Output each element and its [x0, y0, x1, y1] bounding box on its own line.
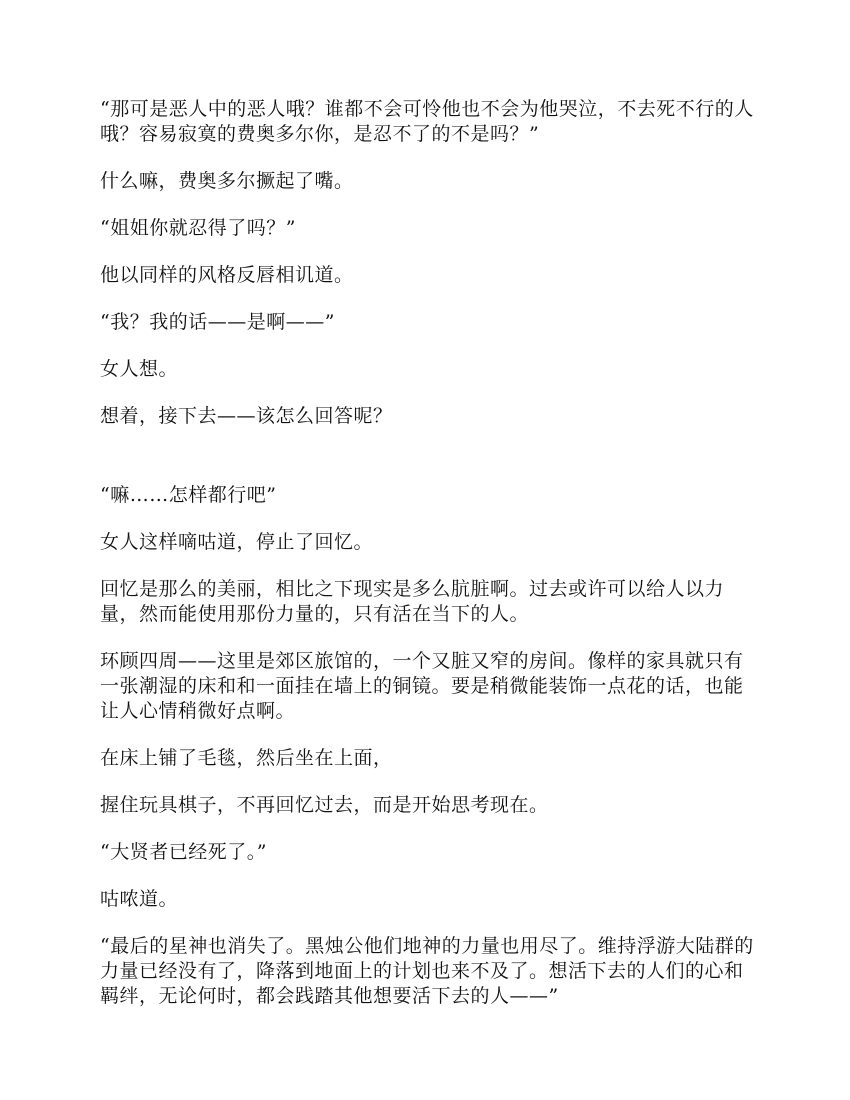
- paragraph: “最后的星神也消失了。黑烛公他们地神的力量也用尽了。维持浮游大陆群的力量已经没有了，降落到地面上的计划也来不及了。想活下去的人们的心和羁绊，无论何时，都会践踏其他想要活下去的人——”: [100, 935, 754, 1007]
- paragraph: “我？我的话——是啊——”: [100, 311, 335, 333]
- document-body: [100, 97, 755, 1031]
- paragraph: 咕哝道。: [100, 888, 179, 910]
- paragraph: “嘛……怎样都行吧”: [100, 484, 277, 506]
- paragraph: 回忆是那么的美丽，相比之下现实是多么肮脏啊。过去或许可以给人以力量，然而能使用那份力量的，只有活在当下的人。: [100, 578, 725, 625]
- paragraph: “那可是恶人中的恶人哦？谁都不会可怜他也不会为他哭泣，不去死不行的人哦？容易寂寞的费奥多尔你，是忍不了的不是吗？”: [100, 98, 754, 145]
- paragraph: “大贤者已经死了。”: [100, 841, 267, 863]
- paragraph: 想着，接下去——该怎么回答呢？: [100, 405, 393, 427]
- paragraph: “姐姐你就忍得了吗？”: [100, 217, 296, 239]
- paragraph: 在床上铺了毛毯，然后坐在上面，: [100, 747, 393, 769]
- paragraph: 什么嘛，费奥多尔撅起了嘴。: [100, 170, 354, 192]
- paragraph: 女人这样嘀咕道，停止了回忆。: [100, 531, 374, 553]
- paragraph: 女人想。: [100, 358, 179, 380]
- paragraph: 环顾四周——这里是郊区旅馆的，一个又脏又窄的房间。像样的家具就只有一张潮湿的床和和一面挂在墙上的铜镜。要是稍微能装饰一点花的话，也能让人心情稍微好点啊。: [100, 650, 744, 722]
- paragraph: 握住玩具棋子，不再回忆过去，而是开始思考现在。: [100, 794, 549, 816]
- paragraph: 他以同样的风格反唇相讥道。: [100, 264, 354, 286]
